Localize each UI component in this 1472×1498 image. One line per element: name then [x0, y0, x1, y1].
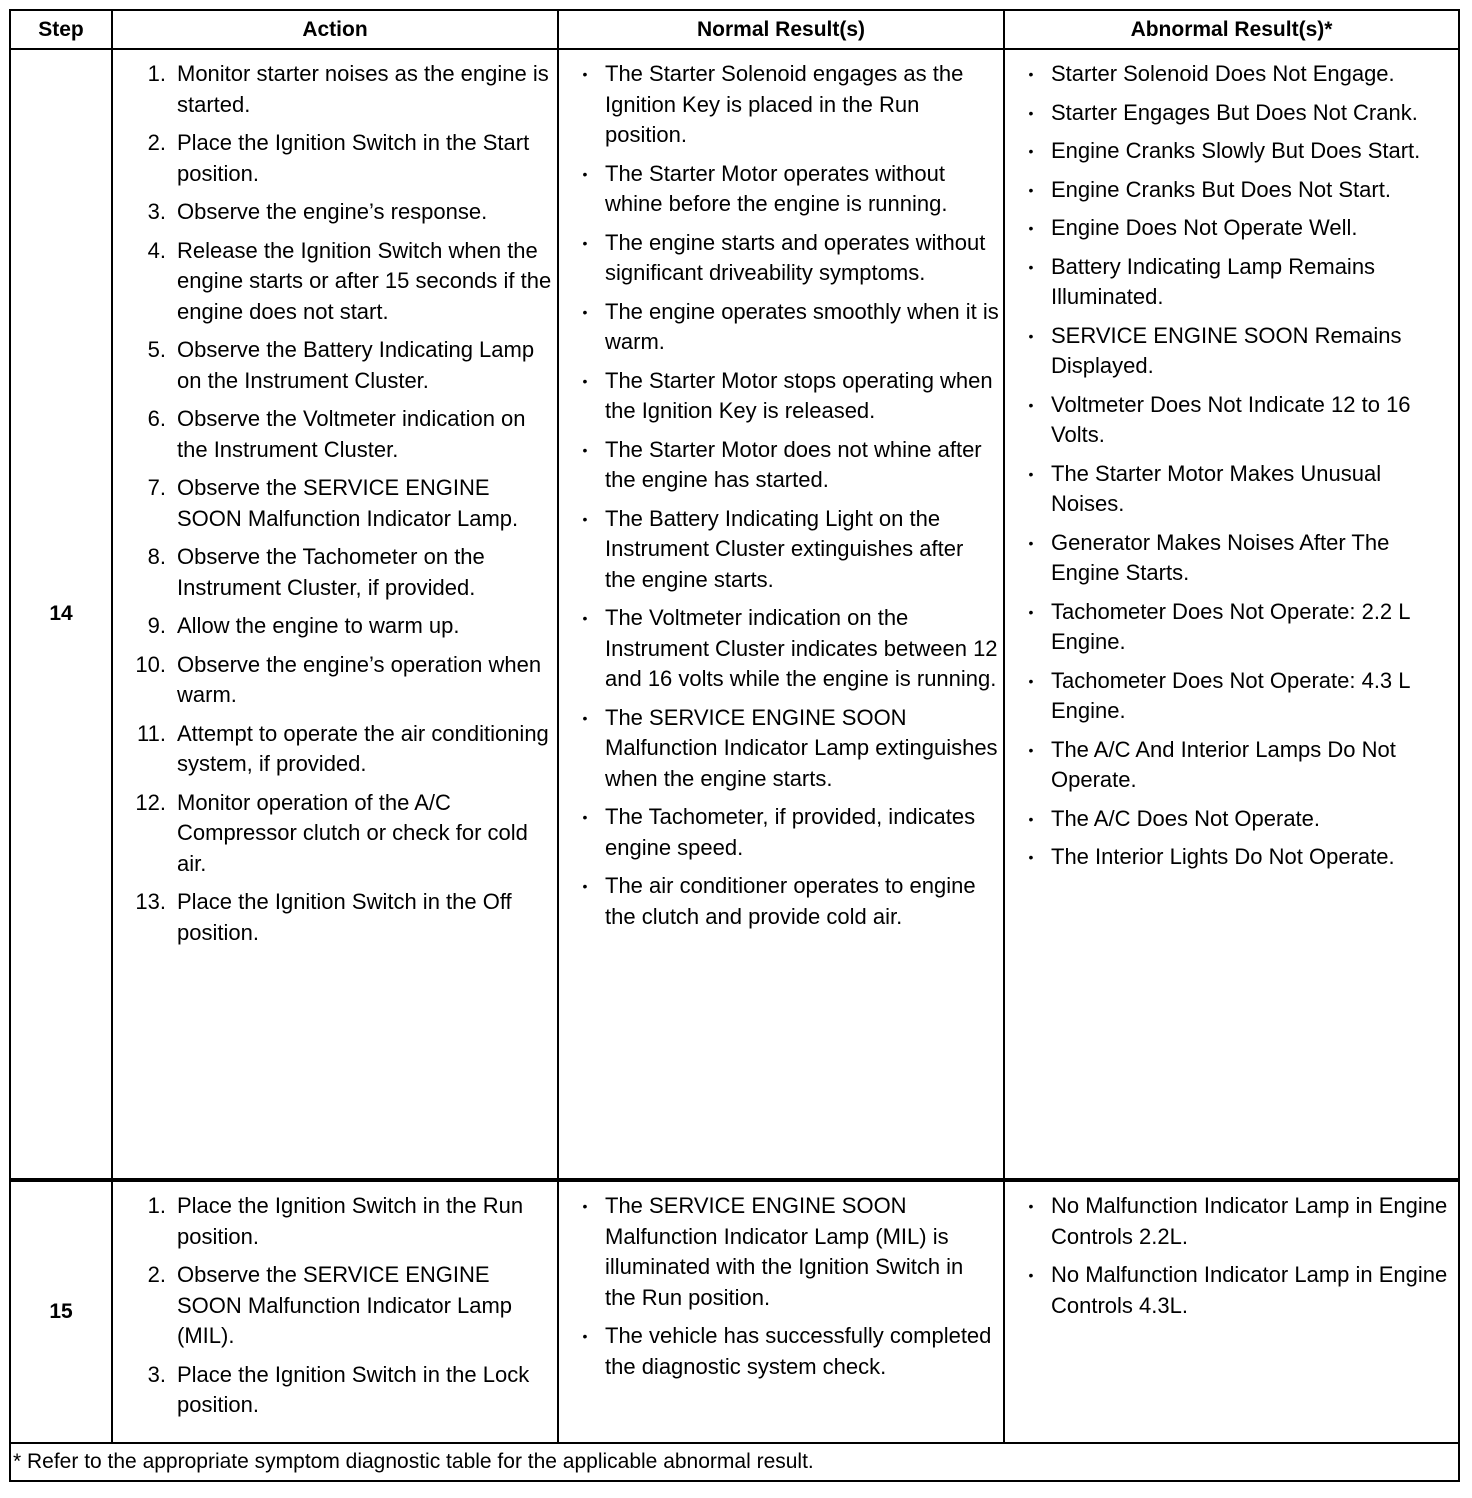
- abnormal-result-item: [1005, 59, 1454, 90]
- step-number: 14: [10, 49, 112, 1180]
- table-row: [10, 49, 1459, 1180]
- abnormal-result-text: Battery Indicating Lamp Remains Illuminated.: [1051, 253, 1376, 309]
- action-text: Observe the Voltmeter indication on the Instrument Cluster.: [177, 406, 526, 462]
- normal-result-item: [559, 366, 999, 427]
- bullet-icon: •: [1028, 396, 1034, 413]
- table-row: [10, 1180, 1459, 1443]
- abnormal-result-item: [1005, 666, 1454, 727]
- abnormal-result-item: [1005, 321, 1454, 382]
- abnormal-result-item: [1005, 252, 1454, 313]
- normal-result-item: [559, 228, 999, 289]
- action-item: [113, 719, 553, 780]
- abnormal-result-text: Engine Cranks Slowly But Does Start.: [1051, 138, 1421, 163]
- abnormal-result-item: [1005, 98, 1454, 129]
- normal-result-text: The engine operates smoothly when it is warm.: [605, 298, 999, 354]
- abnormal-result-text: Engine Does Not Operate Well.: [1051, 215, 1358, 240]
- normal-result-text: The SERVICE ENGINE SOON Malfunction Indicator Lamp (MIL) is illuminated with the Ignition Switch in the Run position.: [605, 1193, 964, 1310]
- action-number: 12.: [135, 789, 166, 815]
- abnormal-result-item: [1005, 136, 1454, 167]
- normal-result-text: The Starter Solenoid engages as the Ignition Key is placed in the Run position.: [605, 61, 964, 147]
- bullet-icon: •: [582, 66, 588, 82]
- action-number: 3.: [147, 199, 166, 224]
- action-item: [113, 542, 553, 603]
- normal-result-item: [559, 1321, 999, 1382]
- action-item: [113, 887, 553, 948]
- bullet-icon: •: [1028, 741, 1034, 758]
- abnormal-result-item: [1005, 390, 1454, 451]
- action-number: 8.: [147, 544, 166, 569]
- abnormal-result-text: Voltmeter Does Not Indicate 12 to 16 Volts.: [1051, 391, 1411, 447]
- action-text: Observe the Battery Indicating Lamp on the Instrument Cluster.: [177, 337, 535, 393]
- abnormal-result-text: SERVICE ENGINE SOON Remains Displayed.: [1051, 322, 1402, 378]
- abnormal-result-item: [1005, 175, 1454, 206]
- abnormal-result-list: [1005, 50, 1458, 873]
- action-text: Observe the SERVICE ENGINE SOON Malfunction Indicator Lamp.: [177, 475, 519, 531]
- action-number: 2.: [147, 1262, 166, 1287]
- normal-result-text: The Starter Motor operates without whine before the engine is running.: [605, 160, 948, 216]
- header-action: Action: [112, 10, 558, 49]
- action-text: Monitor starter noises as the engine is started.: [177, 61, 549, 117]
- bullet-icon: •: [582, 878, 588, 894]
- action-number: 9.: [147, 613, 166, 638]
- bullet-icon: •: [1028, 143, 1034, 159]
- abnormal-result-cell: [1004, 1180, 1459, 1443]
- bullet-icon: •: [1028, 66, 1034, 82]
- abnormal-result-text: Tachometer Does Not Operate: 2.2 L Engine.: [1051, 598, 1410, 654]
- normal-result-text: The Battery Indicating Light on the Instrument Cluster extinguishes after the engine starts.: [605, 505, 964, 592]
- action-text: Observe the Tachometer on the Instrument Cluster, if provided.: [177, 544, 485, 600]
- abnormal-result-item: [1005, 213, 1454, 244]
- normal-result-item: [559, 435, 999, 496]
- action-text: Observe the engine’s operation when warm.: [177, 651, 542, 707]
- normal-result-text: The engine starts and operates without significant driveability symptoms.: [605, 229, 986, 285]
- action-text: Place the Ignition Switch in the Run position.: [177, 1193, 524, 1249]
- action-number: 1.: [147, 61, 166, 86]
- normal-result-item: [559, 159, 999, 220]
- action-item: [113, 128, 553, 189]
- action-text: Monitor operation of the A/C Compressor clutch or check for cold air.: [177, 789, 528, 876]
- bullet-icon: •: [1028, 181, 1034, 198]
- normal-result-text: The Voltmeter indication on the Instrument Cluster indicates between 12 and 16 volts while the engine is running.: [605, 605, 998, 691]
- action-text: Observe the SERVICE ENGINE SOON Malfunction Indicator Lamp (MIL).: [177, 1262, 513, 1348]
- normal-result-text: The vehicle has successfully completed the diagnostic system check.: [605, 1323, 992, 1379]
- abnormal-result-text: No Malfunction Indicator Lamp in Engine Controls 2.2L.: [1051, 1193, 1448, 1249]
- bullet-icon: •: [582, 234, 588, 251]
- abnormal-result-item: [1005, 1191, 1454, 1252]
- abnormal-result-cell: [1004, 49, 1459, 1180]
- action-number: 6.: [147, 406, 166, 431]
- abnormal-result-text: The Interior Lights Do Not Operate.: [1051, 844, 1395, 869]
- bullet-icon: •: [582, 1328, 588, 1344]
- bullet-icon: •: [1028, 1267, 1034, 1283]
- bullet-icon: •: [1028, 327, 1034, 344]
- normal-result-item: [559, 703, 999, 795]
- action-number: 4.: [147, 237, 166, 263]
- bullet-icon: •: [1028, 258, 1034, 275]
- action-text: Place the Ignition Switch in the Lock position.: [177, 1361, 530, 1417]
- diagnostic-table: [9, 9, 1460, 1482]
- action-item: [113, 1191, 553, 1252]
- header-row: [10, 10, 1459, 49]
- normal-result-item: [559, 802, 999, 863]
- action-number: 5.: [147, 337, 166, 362]
- action-cell: [112, 49, 558, 1180]
- normal-result-list: [559, 50, 1003, 932]
- abnormal-result-item: [1005, 528, 1454, 589]
- abnormal-result-text: No Malfunction Indicator Lamp in Engine Controls 4.3L.: [1051, 1262, 1448, 1318]
- action-item: [113, 1260, 553, 1352]
- bullet-icon: •: [582, 372, 588, 389]
- bullet-icon: •: [1028, 1198, 1034, 1214]
- normal-result-item: [559, 1191, 999, 1313]
- abnormal-result-item: [1005, 597, 1454, 658]
- normal-result-cell: [558, 1180, 1004, 1443]
- bullet-icon: •: [1028, 220, 1034, 236]
- bullet-icon: •: [582, 303, 588, 320]
- action-cell: [112, 1180, 558, 1443]
- normal-result-item: [559, 871, 999, 932]
- action-item: [113, 404, 553, 465]
- action-item: [113, 59, 553, 120]
- action-text: Place the Ignition Switch in the Off position.: [177, 889, 512, 945]
- abnormal-result-item: [1005, 804, 1454, 835]
- header-abnormal-results: Abnormal Result(s)*: [1004, 10, 1459, 49]
- header-step: Step: [10, 10, 112, 49]
- abnormal-result-text: The A/C Does Not Operate.: [1051, 805, 1321, 831]
- normal-result-text: The Starter Motor does not whine after the engine has started.: [605, 436, 982, 492]
- bullet-icon: •: [582, 510, 588, 527]
- bullet-icon: •: [1028, 810, 1034, 827]
- action-text: Attempt to operate the air conditioning system, if provided.: [177, 720, 549, 776]
- bullet-icon: •: [1028, 849, 1034, 865]
- abnormal-result-item: [1005, 1260, 1454, 1321]
- abnormal-result-item: [1005, 842, 1454, 873]
- bullet-icon: •: [1028, 104, 1034, 121]
- normal-result-item: [559, 297, 999, 358]
- bullet-icon: •: [582, 610, 588, 626]
- action-item: [113, 788, 553, 880]
- action-item: [113, 197, 553, 228]
- footnote: * Refer to the appropriate symptom diagnostic table for the applicable abnormal result.: [10, 1443, 1459, 1481]
- normal-result-item: [559, 603, 999, 695]
- action-number: 2.: [147, 130, 166, 155]
- abnormal-result-text: The A/C And Interior Lamps Do Not Operate.: [1051, 736, 1396, 792]
- table-body: [10, 49, 1459, 1443]
- normal-result-item: [559, 504, 999, 596]
- abnormal-result-text: Tachometer Does Not Operate: 4.3 L Engine.: [1051, 667, 1410, 723]
- normal-result-text: The Starter Motor stops operating when the Ignition Key is released.: [605, 367, 993, 423]
- abnormal-result-text: The Starter Motor Makes Unusual Noises.: [1051, 460, 1382, 516]
- bullet-icon: •: [1028, 465, 1034, 482]
- action-item: [113, 335, 553, 396]
- action-text: Observe the engine’s response.: [177, 199, 488, 224]
- abnormal-result-item: [1005, 735, 1454, 796]
- action-item: [113, 236, 553, 328]
- abnormal-result-list: [1005, 1182, 1458, 1321]
- bullet-icon: •: [582, 709, 588, 726]
- bullet-icon: •: [1028, 603, 1034, 620]
- action-number: 13.: [135, 889, 166, 914]
- normal-result-text: The air conditioner operates to engine the clutch and provide cold air.: [605, 873, 976, 929]
- abnormal-result-item: [1005, 459, 1454, 520]
- bullet-icon: •: [1028, 672, 1034, 689]
- action-text: Release the Ignition Switch when the engine starts or after 15 seconds if the engine does not start.: [177, 237, 552, 324]
- step-number: 15: [10, 1180, 112, 1443]
- normal-result-text: The SERVICE ENGINE SOON Malfunction Indicator Lamp extinguishes when the engine starts.: [605, 704, 998, 791]
- bullet-icon: •: [582, 809, 588, 825]
- normal-result-list: [559, 1182, 1003, 1382]
- action-item: [113, 1360, 553, 1421]
- abnormal-result-text: Engine Cranks But Does Not Start.: [1051, 176, 1391, 202]
- action-number: 7.: [147, 475, 166, 500]
- action-list: [113, 50, 557, 948]
- action-item: [113, 473, 553, 534]
- bullet-icon: •: [582, 1198, 588, 1214]
- bullet-icon: •: [582, 441, 588, 458]
- normal-result-item: [559, 59, 999, 151]
- abnormal-result-text: Starter Engages But Does Not Crank.: [1051, 99, 1418, 125]
- action-number: 10.: [135, 651, 166, 677]
- abnormal-result-text: Generator Makes Noises After The Engine Starts.: [1051, 529, 1390, 585]
- normal-result-cell: [558, 49, 1004, 1180]
- action-number: 1.: [147, 1193, 166, 1218]
- bullet-icon: •: [1028, 534, 1034, 551]
- normal-result-text: The Tachometer, if provided, indicates engine speed.: [605, 804, 976, 860]
- action-text: Place the Ignition Switch in the Start position.: [177, 130, 530, 186]
- action-item: [113, 611, 553, 642]
- action-list: [113, 1182, 557, 1421]
- header-normal-results: Normal Result(s): [558, 10, 1004, 49]
- action-text: Allow the engine to warm up.: [177, 613, 460, 638]
- action-number: 3.: [147, 1361, 166, 1387]
- bullet-icon: •: [582, 165, 588, 182]
- abnormal-result-text: Starter Solenoid Does Not Engage.: [1051, 61, 1395, 86]
- action-number: 11.: [137, 720, 166, 746]
- footnote-row: [10, 1443, 1459, 1481]
- action-item: [113, 650, 553, 711]
